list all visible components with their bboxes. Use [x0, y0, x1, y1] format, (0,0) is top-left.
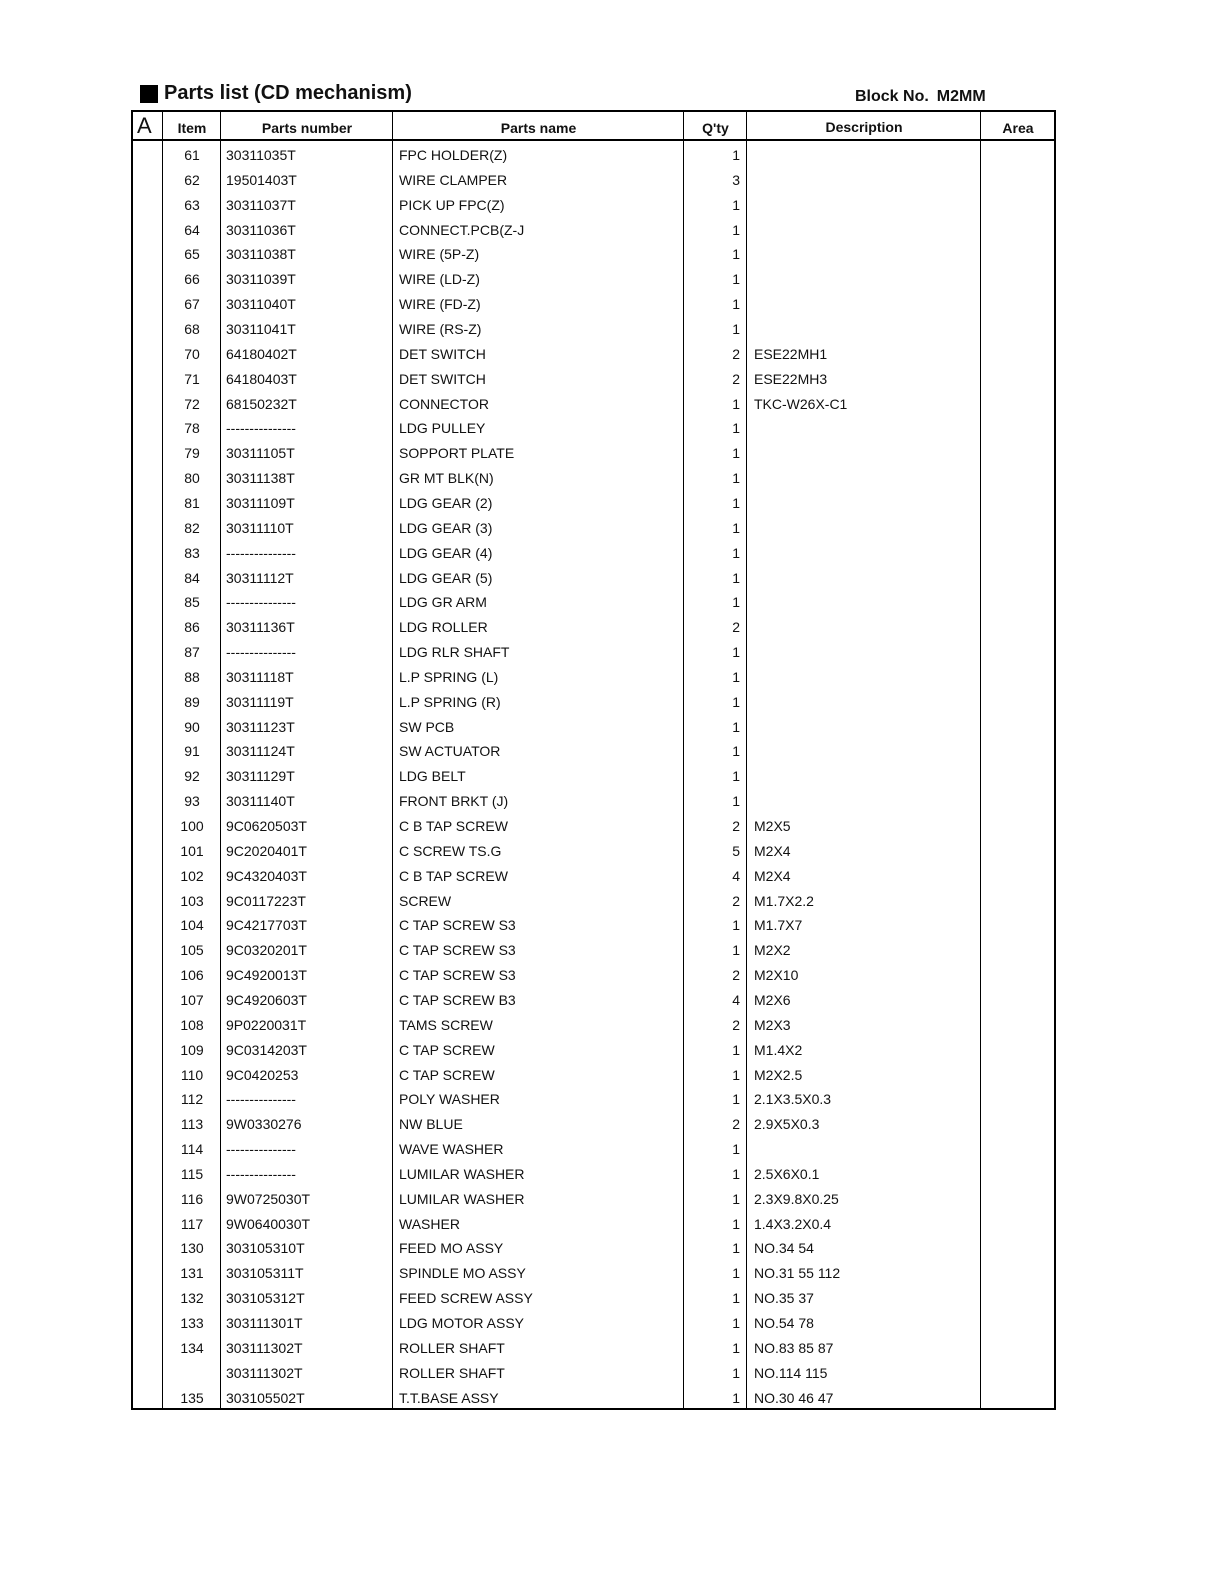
cell-parts-number: 30311118T	[226, 668, 294, 685]
cell-item-number: 80	[184, 470, 200, 487]
cell-quantity: 2	[732, 892, 740, 909]
cell-item-number: 81	[184, 494, 200, 511]
cell-parts-number: 30311123T	[226, 718, 295, 735]
header-parts-name: Parts name	[500, 120, 577, 136]
cell-parts-number: 303105312T	[226, 1290, 305, 1307]
cell-parts-name: WIRE (LD-Z)	[399, 271, 480, 288]
cell-item-number: 91	[184, 743, 200, 760]
cell-quantity: 1	[732, 594, 740, 611]
cell-quantity: 1	[732, 1066, 740, 1083]
cell-parts-name: LDG GEAR (2)	[399, 494, 493, 511]
cell-description: 2.1X3.5X0.3	[754, 1091, 832, 1108]
cell-parts-number: 303105311T	[226, 1265, 304, 1282]
block-number-value: M2MM	[936, 88, 986, 105]
cell-quantity: 2	[732, 619, 740, 636]
cell-item-number: 107	[180, 991, 204, 1008]
cell-quantity: 4	[732, 867, 740, 884]
cell-quantity: 1	[732, 271, 740, 288]
cell-description: NO.34 54	[754, 1240, 814, 1257]
cell-parts-number: ---------------	[226, 1165, 296, 1182]
cell-parts-name: FEED MO ASSY	[399, 1240, 504, 1257]
cell-item-number: 66	[184, 271, 200, 288]
cell-parts-number: 30311136T	[226, 619, 295, 636]
cell-parts-number: 68150232T	[226, 395, 297, 412]
cell-quantity: 1	[732, 569, 740, 586]
cell-parts-name: WIRE (5P-Z)	[399, 246, 480, 263]
header-parts-number: Parts number	[261, 120, 353, 136]
cell-parts-number: 30311110T	[226, 519, 294, 536]
cell-parts-name: WAVE WASHER	[399, 1141, 504, 1157]
cell-quantity: 1	[732, 1315, 740, 1331]
cell-description: 1.4X3.2X0.4	[754, 1215, 832, 1232]
cell-quantity: 1	[732, 942, 740, 959]
parts-table	[131, 110, 1056, 1410]
cell-parts-number: 303111302T	[226, 1364, 303, 1381]
cell-parts-number: 303111301T	[226, 1315, 303, 1331]
cell-item-number: 72	[184, 395, 200, 412]
cell-parts-number: ---------------	[226, 544, 296, 561]
cell-item-number: 61	[184, 147, 200, 163]
cell-parts-name: LDG RLR SHAFT	[399, 644, 510, 660]
block-number	[855, 88, 986, 106]
cell-parts-name: LDG MOTOR ASSY	[399, 1315, 524, 1331]
cell-parts-number: 9C2020401T	[226, 842, 307, 859]
cell-item-number: 112	[180, 1091, 204, 1108]
cell-parts-name: C TAP SCREW	[399, 1041, 495, 1058]
cell-description: ESE22MH1	[754, 345, 828, 362]
cell-item-number: 117	[180, 1215, 204, 1232]
cell-item-number: 82	[184, 519, 200, 536]
cell-parts-number: ---------------	[226, 1091, 296, 1108]
cell-description: M2X2.5	[754, 1066, 803, 1083]
cell-item-number: 68	[184, 321, 200, 337]
cell-parts-name: GR MT BLK(N)	[399, 470, 494, 487]
cell-parts-number: 30311119T	[226, 693, 294, 710]
cell-description: 2.3X9.8X0.25	[754, 1190, 839, 1207]
cell-parts-number: 9W0640030T	[226, 1215, 311, 1232]
cell-item-number: 70	[184, 345, 200, 362]
cell-quantity: 1	[732, 917, 740, 934]
cell-parts-name: WIRE CLAMPER	[399, 171, 508, 188]
cell-parts-name: LDG GEAR (3)	[399, 519, 493, 536]
cell-parts-name: C TAP SCREW S3	[399, 967, 516, 984]
cell-item-number: 100	[180, 818, 204, 834]
cell-item-number: 64	[184, 221, 200, 238]
cell-parts-number: 9C4920603T	[226, 991, 307, 1008]
cell-quantity: 2	[732, 370, 740, 387]
cell-parts-number: 30311129T	[226, 768, 295, 785]
cell-parts-number: 9C4217703T	[226, 917, 307, 934]
cell-quantity: 1	[732, 147, 740, 163]
table-body	[133, 112, 1054, 1408]
cell-description: M2X2	[754, 942, 791, 959]
cell-item-number: 67	[184, 296, 200, 313]
section-letter: A	[137, 113, 152, 138]
cell-parts-name: FRONT BRKT (J)	[399, 793, 509, 810]
cell-item-number: 89	[184, 693, 200, 710]
cell-parts-name: C TAP SCREW	[399, 1066, 495, 1083]
cell-parts-number: 30311105T	[226, 445, 295, 462]
cell-parts-number: 9C0117223T	[226, 892, 306, 909]
cell-parts-name: ROLLER SHAFT	[399, 1364, 505, 1381]
cell-description: 2.9X5X0.3	[754, 1116, 820, 1133]
cell-parts-number: 30311040T	[226, 296, 296, 313]
cell-parts-name: LDG GEAR (5)	[399, 569, 493, 586]
cell-description: ESE22MH3	[754, 370, 828, 387]
cell-parts-number: 30311112T	[226, 569, 294, 586]
cell-parts-name: WIRE (FD-Z)	[399, 296, 481, 313]
cell-parts-number: 9C4920013T	[226, 967, 307, 984]
cell-quantity: 1	[732, 1190, 740, 1207]
cell-parts-name: C B TAP SCREW	[399, 867, 508, 884]
cell-quantity: 1	[732, 221, 740, 238]
cell-item-number: 90	[184, 718, 200, 735]
cell-parts-name: LDG ROLLER	[399, 619, 488, 636]
cell-parts-name: C B TAP SCREW	[399, 818, 508, 834]
cell-parts-number: ---------------	[226, 594, 296, 611]
black-square-icon	[140, 85, 158, 103]
cell-item-number: 104	[180, 917, 204, 934]
cell-parts-name: CONNECT.PCB(Z-J	[399, 221, 525, 238]
cell-parts-name: TAMS SCREW	[399, 1016, 493, 1033]
cell-item-number: 134	[180, 1339, 204, 1356]
cell-parts-name: LDG GR ARM	[399, 594, 487, 611]
cell-item-number: 106	[180, 967, 204, 984]
cell-parts-name: C TAP SCREW S3	[399, 942, 516, 959]
cell-parts-name: LDG BELT	[399, 768, 466, 785]
cell-quantity: 1	[732, 1215, 740, 1232]
cell-quantity: 1	[732, 544, 740, 561]
cell-parts-name: L.P SPRING (L)	[399, 668, 499, 685]
cell-quantity: 1	[732, 196, 740, 213]
cell-quantity: 1	[732, 768, 740, 785]
cell-quantity: 1	[732, 1165, 740, 1182]
cell-parts-name: C TAP SCREW S3	[399, 917, 516, 934]
cell-parts-number: 9P0220031T	[226, 1016, 307, 1033]
cell-quantity: 1	[732, 1240, 740, 1257]
cell-quantity: 1	[732, 793, 740, 810]
cell-parts-name: T.T.BASE ASSY	[399, 1389, 499, 1406]
cell-quantity: 4	[732, 991, 740, 1008]
cell-parts-number: 9W0330276	[226, 1116, 302, 1133]
cell-parts-name: PICK UP FPC(Z)	[399, 196, 505, 213]
cell-description: M2X4	[754, 867, 791, 884]
cell-item-number: 109	[180, 1041, 204, 1058]
cell-parts-number: 30311035T	[226, 147, 296, 163]
cell-quantity: 1	[732, 718, 740, 735]
cell-parts-number: 9C0620503T	[226, 818, 307, 834]
cell-parts-name: SW ACTUATOR	[399, 743, 501, 760]
cell-parts-name: SW PCB	[399, 718, 455, 735]
cell-parts-name: CONNECTOR	[399, 395, 489, 412]
cell-quantity: 1	[732, 668, 740, 685]
cell-parts-number: ---------------	[226, 1141, 296, 1157]
cell-parts-number: 30311041T	[226, 321, 296, 337]
cell-parts-number: 30311036T	[226, 221, 296, 238]
cell-parts-number: 30311109T	[226, 494, 295, 511]
cell-item-number: 84	[184, 569, 200, 586]
cell-item-number: 86	[184, 619, 200, 636]
cell-description: M2X6	[754, 991, 791, 1008]
cell-item-number: 108	[180, 1016, 204, 1033]
cell-parts-number: 30311038T	[226, 246, 296, 263]
cell-item-number: 87	[184, 644, 200, 660]
cell-quantity: 1	[732, 1290, 740, 1307]
cell-quantity: 1	[732, 693, 740, 710]
cell-quantity: 1	[732, 1141, 740, 1157]
cell-description: M1.7X2.2	[754, 892, 814, 909]
cell-description: NO.54 78	[754, 1315, 814, 1331]
header-area: Area	[1002, 120, 1034, 136]
cell-item-number: 63	[184, 196, 200, 213]
cell-quantity: 2	[732, 818, 740, 834]
cell-quantity: 1	[732, 494, 740, 511]
cell-parts-number: ---------------	[226, 644, 296, 660]
cell-parts-number: 9W0725030T	[226, 1190, 311, 1207]
cell-quantity: 1	[732, 1364, 740, 1381]
cell-parts-number: 30311138T	[226, 470, 295, 487]
cell-description: NO.83 85 87	[754, 1339, 834, 1356]
cell-item-number: 65	[184, 246, 200, 263]
cell-quantity: 1	[732, 296, 740, 313]
cell-quantity: 1	[732, 321, 740, 337]
header-item: Item	[177, 120, 207, 136]
cell-parts-number: 30311124T	[226, 743, 295, 760]
cell-quantity: 3	[732, 171, 740, 188]
cell-parts-name: WIRE (RS-Z)	[399, 321, 482, 337]
cell-parts-name: LDG PULLEY	[399, 420, 486, 437]
cell-quantity: 1	[732, 1265, 740, 1282]
cell-parts-name: FEED SCREW ASSY	[399, 1290, 533, 1307]
cell-parts-name: LUMILAR WASHER	[399, 1165, 525, 1182]
cell-description: TKC-W26X-C1	[754, 395, 848, 412]
cell-item-number: 105	[180, 942, 204, 959]
cell-description: M2X5	[754, 818, 791, 834]
cell-item-number: 92	[184, 768, 200, 785]
cell-parts-name: L.P SPRING (R)	[399, 693, 501, 710]
cell-item-number: 88	[184, 668, 200, 685]
cell-item-number: 103	[180, 892, 204, 909]
page-title	[140, 82, 412, 105]
cell-parts-number: 30311037T	[226, 196, 296, 213]
cell-parts-number: 9C0314203T	[226, 1041, 307, 1058]
cell-item-number: 71	[184, 370, 200, 387]
cell-item-number: 79	[184, 445, 200, 462]
cell-quantity: 1	[732, 246, 740, 263]
cell-quantity: 1	[732, 644, 740, 660]
cell-quantity: 1	[732, 1041, 740, 1058]
cell-parts-number: 30311140T	[226, 793, 295, 810]
cell-parts-name: ROLLER SHAFT	[399, 1339, 505, 1356]
cell-item-number: 62	[184, 171, 200, 188]
cell-parts-number: 9C0420253	[226, 1066, 299, 1083]
cell-item-number: 115	[180, 1165, 204, 1182]
cell-item-number: 101	[180, 842, 204, 859]
cell-quantity: 1	[732, 445, 740, 462]
cell-parts-name: SCREW	[399, 892, 452, 909]
cell-item-number: 113	[180, 1116, 204, 1133]
cell-item-number: 78	[184, 420, 200, 437]
cell-parts-name: WASHER	[399, 1215, 460, 1232]
cell-quantity: 1	[732, 420, 740, 437]
block-number-label: Block No.	[855, 88, 929, 105]
cell-parts-name: FPC HOLDER(Z)	[399, 147, 508, 163]
cell-parts-name: NW BLUE	[399, 1116, 463, 1133]
cell-quantity: 5	[732, 842, 740, 859]
cell-description: M1.7X7	[754, 917, 803, 934]
cell-item-number: 133	[180, 1315, 204, 1331]
cell-quantity: 2	[732, 345, 740, 362]
cell-item-number: 116	[180, 1190, 204, 1207]
cell-item-number: 135	[180, 1389, 204, 1406]
cell-parts-name: POLY WASHER	[399, 1091, 500, 1108]
cell-parts-name: LDG GEAR (4)	[399, 544, 493, 561]
cell-parts-name: C TAP SCREW B3	[399, 991, 516, 1008]
cell-item-number: 102	[180, 867, 204, 884]
cell-description: M2X10	[754, 967, 799, 984]
cell-parts-number: 30311039T	[226, 271, 296, 288]
cell-description: M2X4	[754, 842, 791, 859]
cell-quantity: 1	[732, 470, 740, 487]
cell-description: NO.31 55 112	[754, 1265, 841, 1282]
cell-quantity: 2	[732, 1116, 740, 1133]
cell-item-number: 110	[180, 1066, 204, 1083]
cell-quantity: 1	[732, 395, 740, 412]
cell-parts-name: LUMILAR WASHER	[399, 1190, 525, 1207]
cell-description: M2X3	[754, 1016, 791, 1033]
cell-parts-number: 64180403T	[226, 370, 297, 387]
cell-quantity: 1	[732, 1091, 740, 1108]
page-title-text: Parts list (CD mechanism)	[164, 82, 412, 104]
cell-item-number: 114	[180, 1141, 204, 1157]
cell-quantity: 1	[732, 1339, 740, 1356]
cell-parts-number: 303111302T	[226, 1339, 303, 1356]
cell-item-number: 132	[180, 1290, 204, 1307]
cell-parts-number: 64180402T	[226, 345, 297, 362]
cell-quantity: 1	[732, 1389, 740, 1406]
cell-description: NO.30 46 47	[754, 1389, 834, 1406]
cell-item-number: 83	[184, 544, 200, 561]
cell-parts-name: SOPPORT PLATE	[399, 445, 515, 462]
cell-item-number: 131	[180, 1265, 204, 1282]
cell-quantity: 1	[732, 743, 740, 760]
cell-description: NO.114 115	[754, 1364, 828, 1381]
cell-parts-number: ---------------	[226, 420, 296, 437]
cell-parts-number: 19501403T	[226, 171, 297, 188]
header-description: Description	[825, 119, 903, 135]
cell-parts-number: 303105502T	[226, 1389, 305, 1406]
cell-quantity: 2	[732, 1016, 740, 1033]
cell-item-number: 85	[184, 594, 200, 611]
cell-parts-number: 9C0320201T	[226, 942, 307, 959]
cell-parts-name: DET SWITCH	[399, 370, 486, 387]
cell-description: 2.5X6X0.1	[754, 1165, 820, 1182]
cell-parts-name: SPINDLE MO ASSY	[399, 1265, 526, 1282]
cell-quantity: 1	[732, 519, 740, 536]
cell-item-number: 93	[184, 793, 200, 810]
cell-parts-name: DET SWITCH	[399, 345, 486, 362]
cell-parts-name: C SCREW TS.G	[399, 842, 502, 859]
cell-quantity: 2	[732, 967, 740, 984]
cell-item-number: 130	[180, 1240, 204, 1257]
cell-description: M1.4X2	[754, 1041, 803, 1058]
cell-parts-number: 303105310T	[226, 1240, 305, 1257]
header-qty: Q'ty	[702, 120, 729, 136]
cell-description: NO.35 37	[754, 1290, 814, 1307]
cell-parts-number: 9C4320403T	[226, 867, 307, 884]
